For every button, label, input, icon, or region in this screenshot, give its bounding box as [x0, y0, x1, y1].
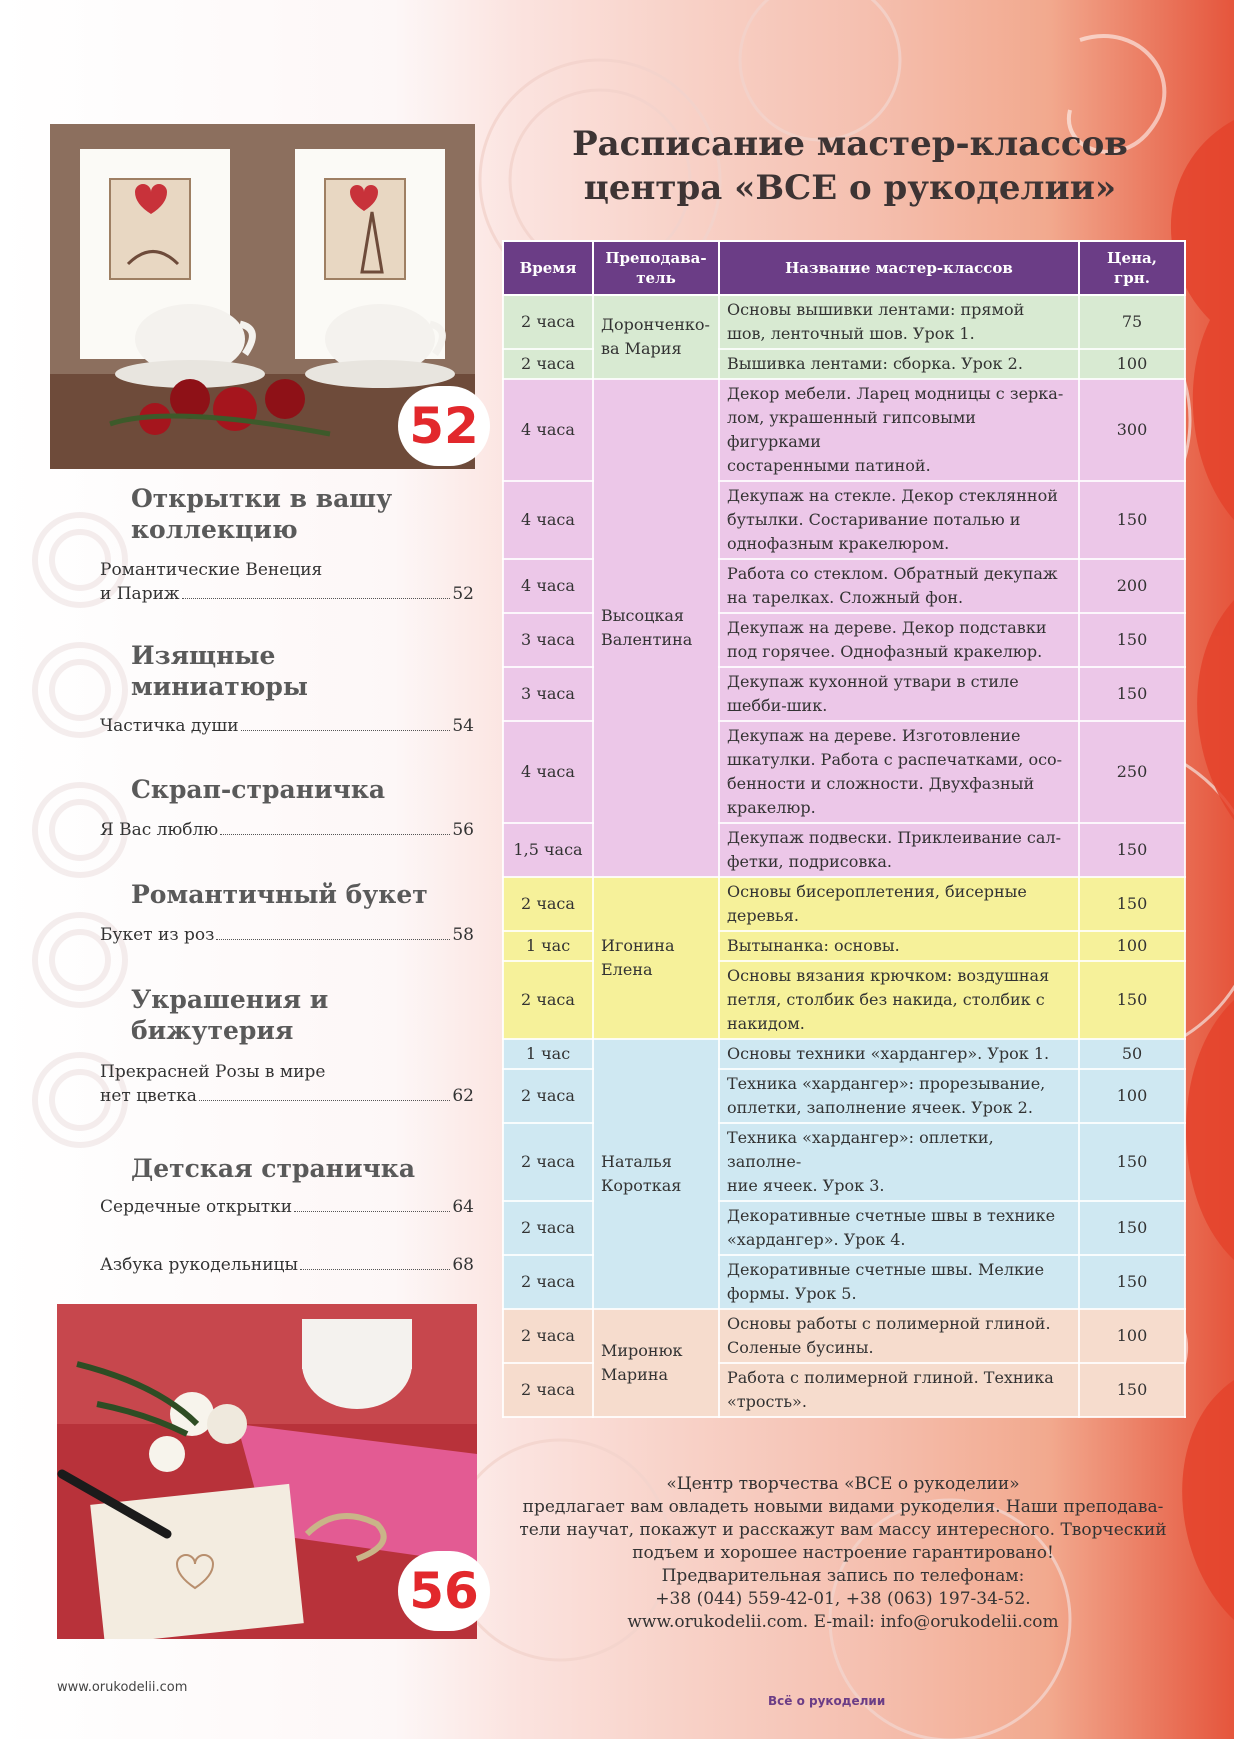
cell-time: 2 часа [503, 961, 593, 1039]
cell-price: 150 [1079, 613, 1185, 667]
toc-entry-heart-cards[interactable]: Сердечные открытки 64 [100, 1197, 474, 1217]
cell-teacher: Миронюк Марина [593, 1309, 719, 1417]
cell-teacher: Высоцкая Валентина [593, 379, 719, 877]
cell-time: 4 часа [503, 481, 593, 559]
toc-section-title-postcards: Открытки в вашу коллекцию [131, 484, 393, 544]
table-row [503, 877, 1185, 931]
cell-price: 250 [1079, 721, 1185, 823]
cell-price: 150 [1079, 961, 1185, 1039]
info-line: Предварительная запись по телефонам: [661, 1566, 1025, 1586]
table-row [503, 1309, 1185, 1363]
cell-class-name: Декор мебели. Ларец модницы с зерка- лом, украшенный гипсовыми фигурками состаренными патиной. [719, 379, 1079, 481]
toc-entry-needlework-abc[interactable]: Азбука рукодельницы 68 [100, 1255, 474, 1275]
toc-section-title-bouquet: Романтичный букет [131, 880, 428, 909]
toc-entry-rose-flower[interactable]: Прекрасней Розы в мире нет цветка 62 [100, 1062, 474, 1106]
cell-time: 1 час [503, 931, 593, 961]
info-line: «Центр творчества «ВСЕ о рукоделии» [666, 1474, 1020, 1494]
table-row [503, 295, 1185, 349]
cell-price: 150 [1079, 823, 1185, 877]
cell-class-name: Основы бисероплетения, бисерные деревья. [719, 877, 1079, 931]
cell-time: 2 часа [503, 295, 593, 349]
table-row [503, 1039, 1185, 1069]
cell-time: 2 часа [503, 1201, 593, 1255]
cell-class-name: Основы вышивки лентами: прямой шов, ленточный шов. Урок 1. [719, 295, 1079, 349]
cell-price: 150 [1079, 1255, 1185, 1309]
footer-logo: Всё о рукоделии [768, 1694, 886, 1708]
cell-time: 2 часа [503, 877, 593, 931]
cell-time: 2 часа [503, 349, 593, 379]
cell-time: 2 часа [503, 1363, 593, 1417]
cell-time: 4 часа [503, 379, 593, 481]
cell-class-name: Основы работы с полимерной глиной. Соленые бусины. [719, 1309, 1079, 1363]
cell-price: 50 [1079, 1039, 1185, 1069]
cell-price: 150 [1079, 481, 1185, 559]
page-badge-52[interactable]: 52 [398, 386, 490, 466]
info-line: подъем и хорошее настроение гарантировано! [632, 1543, 1054, 1563]
cell-time: 2 часа [503, 1309, 593, 1363]
phone-numbers[interactable]: +38 (044) 559-42-01, +38 (063) 197-34-52. [655, 1589, 1031, 1609]
page-title: Расписание мастер-классов центра «ВСЕ о рукоделии» [572, 124, 1128, 208]
toc-section-title-scrap: Скрап-страничка [131, 775, 386, 804]
info-line: предлагает вам овладеть новыми видами рукоделия. Наши преподава- [522, 1497, 1164, 1517]
cell-price: 150 [1079, 877, 1185, 931]
cell-teacher: Наталья Короткая [593, 1039, 719, 1309]
cell-time: 1 час [503, 1039, 593, 1069]
cell-price: 200 [1079, 559, 1185, 613]
toc-entry-rose-bouquet[interactable]: Букет из роз 58 [100, 925, 474, 945]
cell-time: 4 часа [503, 721, 593, 823]
cell-class-name: Декупаж подвески. Приклеивание сал- фетки, подрисовка. [719, 823, 1079, 877]
cell-class-name: Техника «хардангер»: прорезывание, оплетки, заполнение ячеек. Урок 2. [719, 1069, 1079, 1123]
column-header-price: Цена, грн. [1079, 241, 1185, 295]
website-email[interactable]: www.orukodelii.com. E-mail: info@orukodelii.com [627, 1612, 1059, 1632]
cell-price: 300 [1079, 379, 1185, 481]
table-row [503, 379, 1185, 481]
cell-price: 150 [1079, 1363, 1185, 1417]
cell-teacher: Игонина Елена [593, 877, 719, 1039]
cell-price: 150 [1079, 1123, 1185, 1201]
info-line: тели научат, покажут и расскажут вам массу интересного. Творческий [519, 1520, 1167, 1540]
cell-class-name: Декоративные счетные швы. Мелкие формы. Урок 5. [719, 1255, 1079, 1309]
cell-time: 2 часа [503, 1255, 593, 1309]
cell-time: 3 часа [503, 613, 593, 667]
cell-class-name: Работа с полимерной глиной. Техника «трость». [719, 1363, 1079, 1417]
cell-class-name: Техника «хардангер»: оплетки, заполне- ние ячеек. Урок 3. [719, 1123, 1079, 1201]
toc-entry-i-love-you[interactable]: Я Вас люблю 56 [100, 820, 474, 840]
table-header-row [503, 241, 1185, 295]
toc-section-title-miniatures: Изящные миниатюры [131, 641, 308, 701]
column-header-time: Время [503, 241, 593, 295]
cell-class-name: Декупаж на дереве. Декор подставки под горячее. Однофазный кракелюр. [719, 613, 1079, 667]
cell-class-name: Работа со стеклом. Обратный декупаж на тарелках. Сложный фон. [719, 559, 1079, 613]
column-header-class-name: Название мастер-классов [719, 241, 1079, 295]
cell-time: 1,5 часа [503, 823, 593, 877]
cell-class-name: Вышивка лентами: сборка. Урок 2. [719, 349, 1079, 379]
cell-class-name: Вытынанка: основы. [719, 931, 1079, 961]
cell-class-name: Основы техники «хардангер». Урок 1. [719, 1039, 1079, 1069]
cell-price: 100 [1079, 1309, 1185, 1363]
page-badge-56[interactable]: 56 [398, 1551, 490, 1631]
column-header-teacher: Преподава- тель [593, 241, 719, 295]
cell-price: 150 [1079, 1201, 1185, 1255]
toc-section-title-jewelry: Украшения и бижутерия [131, 985, 329, 1045]
cell-price: 100 [1079, 1069, 1185, 1123]
cell-time: 2 часа [503, 1123, 593, 1201]
cell-price: 75 [1079, 295, 1185, 349]
cell-time: 3 часа [503, 667, 593, 721]
cell-class-name: Основы вязания крючком: воздушная петля, столбик без накида, столбик с накидом. [719, 961, 1079, 1039]
cell-teacher: Доронченко- ва Мария [593, 295, 719, 379]
center-info [512, 1473, 1174, 1634]
cell-price: 150 [1079, 667, 1185, 721]
toc-entry-soul-particle[interactable]: Частичка души 54 [100, 716, 474, 736]
cell-class-name: Декупаж кухонной утвари в стиле шебби-шик. [719, 667, 1079, 721]
schedule-body [503, 295, 1185, 1417]
toc-section-title-kids: Детская страничка [131, 1154, 416, 1183]
cell-price: 100 [1079, 349, 1185, 379]
cell-class-name: Декоративные счетные швы в технике «хардангер». Урок 4. [719, 1201, 1079, 1255]
cell-class-name: Декупаж на стекле. Декор стеклянной бутылки. Состаривание поталью и однофазным кракелюром. [719, 481, 1079, 559]
footer-website-link[interactable]: www.orukodelii.com [57, 1680, 188, 1695]
schedule-table [502, 240, 1186, 1418]
toc-entry-venice-paris[interactable]: Романтические Венеция и Париж 52 [100, 560, 474, 604]
cell-price: 100 [1079, 931, 1185, 961]
cell-class-name: Декупаж на дереве. Изготовление шкатулки. Работа с распечатками, осо- бенности и сложности. Двухфазный кракелюр. [719, 721, 1079, 823]
cell-time: 4 часа [503, 559, 593, 613]
cell-time: 2 часа [503, 1069, 593, 1123]
